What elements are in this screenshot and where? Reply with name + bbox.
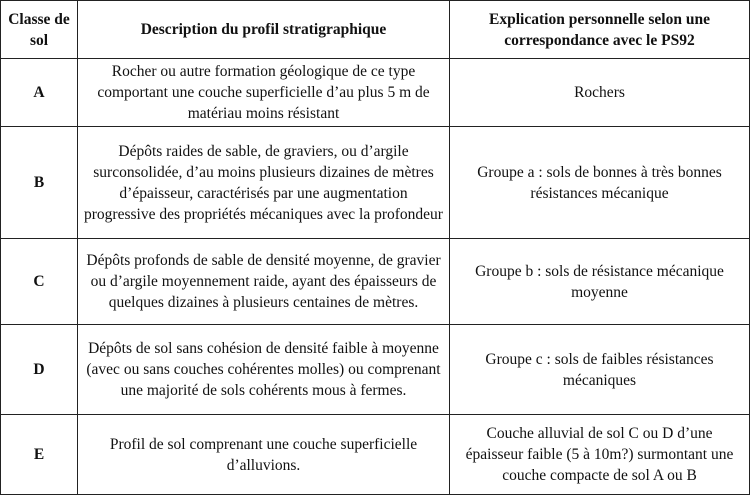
cell-explication: Rochers xyxy=(450,59,750,127)
cell-classe: C xyxy=(1,239,78,325)
table-header-row xyxy=(1,1,750,59)
cell-explication: Groupe c : sols de faibles résistances mécaniques xyxy=(450,325,750,415)
cell-description: Dépôts de sol sans cohésion de densité faible à moyenne (avec ou sans couches cohérentes molles) ou comprenant une majorité de sols cohérents mous à fermes. xyxy=(78,325,450,415)
cell-description: Rocher ou autre formation géologique de ce type comportant une couche superficielle d’au plus 5 m de matériau moins résistant xyxy=(78,59,450,127)
cell-explication: Couche alluvial de sol C ou D d’une épaisseur faible (5 à 10m?) surmontant une couche compacte de sol A ou B xyxy=(450,415,750,495)
header-classe: Classe de sol xyxy=(1,1,78,59)
cell-description: Dépôts raides de sable, de graviers, ou d’argile surconsolidée, d’au moins plusieurs dizaines de mètres d’épaisseur, caractérisés par une augmentation progressive des propriétés mécaniques avec la profondeur xyxy=(78,127,450,239)
table-row xyxy=(1,325,750,415)
cell-description: Profil de sol comprenant une couche superficielle d’alluvions. xyxy=(78,415,450,495)
cell-explication: Groupe b : sols de résistance mécanique moyenne xyxy=(450,239,750,325)
cell-description: Dépôts profonds de sable de densité moyenne, de gravier ou d’argile moyennement raide, ayant des épaisseurs de quelques dizaines à plusieurs centaines de mètres. xyxy=(78,239,450,325)
header-description: Description du profil stratigraphique xyxy=(78,1,450,59)
header-explication: Explication personnelle selon une correspondance avec le PS92 xyxy=(450,1,750,59)
cell-classe: A xyxy=(1,59,78,127)
cell-classe: E xyxy=(1,415,78,495)
cell-explication: Groupe a : sols de bonnes à très bonnes résistances mécanique xyxy=(450,127,750,239)
table-row xyxy=(1,415,750,495)
cell-classe: B xyxy=(1,127,78,239)
cell-classe: D xyxy=(1,325,78,415)
table-row xyxy=(1,127,750,239)
table-row xyxy=(1,239,750,325)
table-row xyxy=(1,59,750,127)
